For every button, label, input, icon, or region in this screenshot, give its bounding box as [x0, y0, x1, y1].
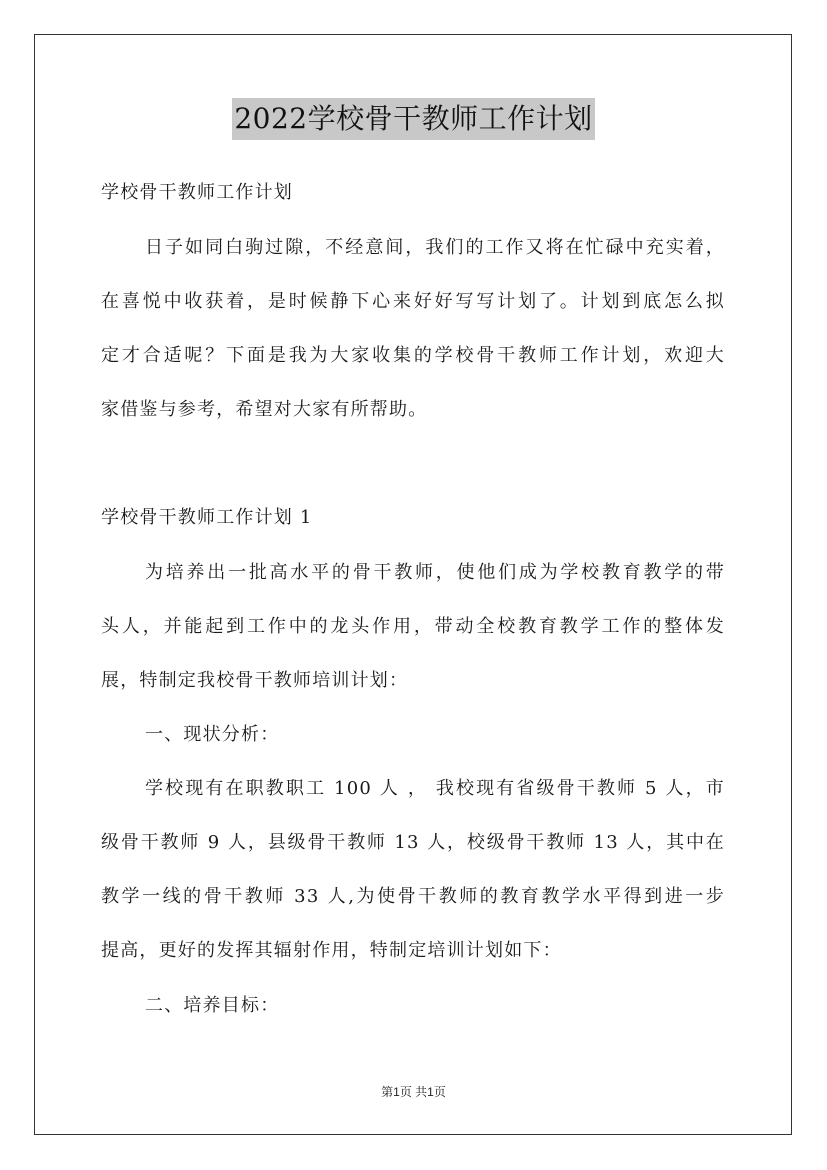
paragraph-line: 定才合适呢？下面是我为大家收集的学校骨干教师工作计划，欢迎大 [101, 345, 725, 366]
page-number: 第1页 共1页 [381, 1085, 446, 1099]
paragraph-line: 为培养出一批高水平的骨干教师，使他们成为学校教育教学的带 [145, 562, 725, 583]
paragraph-line: 日子如同白驹过隙，不经意间，我们的工作又将在忙碌中充实着， [145, 237, 725, 258]
paragraph-line: 展，特制定我校骨干教师培训计划： [101, 670, 409, 691]
subsection-heading: 一、现状分析： [145, 724, 280, 745]
section-heading: 学校骨干教师工作计划 1 [101, 507, 313, 528]
title-container [0, 98, 827, 140]
paragraph-line: 教学一线的骨干教师 33 人,为使骨干教师的教育教学水平得到进一步 [101, 886, 725, 907]
subtitle-line: 学校骨干教师工作计划 [101, 182, 293, 203]
document-title: 2022学校骨干教师工作计划 [232, 98, 594, 140]
paragraph-line: 级骨干教师 9 人，县级骨干教师 13 人，校级骨干教师 13 人，其中在 [101, 832, 725, 853]
paragraph-line: 头人，并能起到工作中的龙头作用，带动全校教育教学工作的整体发 [101, 616, 725, 637]
paragraph-line: 家借鉴与参考，希望对大家有所帮助。 [101, 399, 428, 420]
paragraph-line: 提高，更好的发挥其辐射作用，特制定培训计划如下： [101, 940, 562, 961]
subsection-heading: 二、培养目标： [145, 995, 280, 1016]
paragraph-line: 学校现有在职教职工 100 人 ， 我校现有省级骨干教师 5 人，市 [145, 778, 725, 799]
paragraph-line: 在喜悦中收获着，是时候静下心来好好写写计划了。计划到底怎么拟 [101, 291, 725, 312]
